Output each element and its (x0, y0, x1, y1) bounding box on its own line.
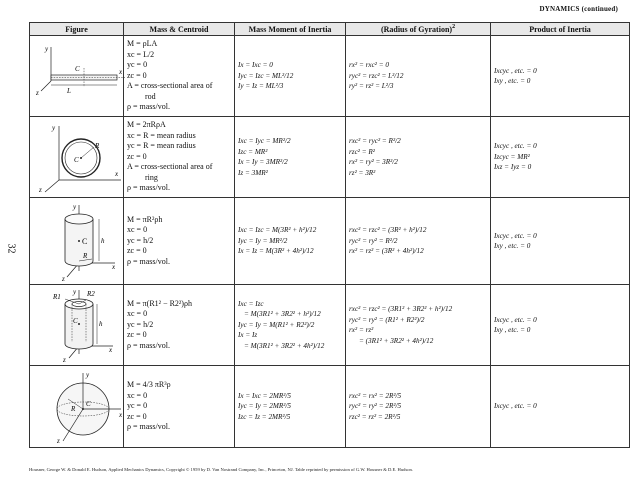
moment-line: Iyc = Iy = 2MR²/5 (238, 402, 291, 411)
product-line: Izcyc = MR² (494, 152, 530, 161)
hollow-cylinder-mass-centroid (124, 285, 235, 366)
product-line: Ixcyc , etc. = 0 (494, 142, 537, 151)
mc-line: xc = 0 (127, 225, 148, 235)
cylinder-label-y: y (73, 203, 77, 211)
mc-line: rod (145, 91, 156, 101)
cylinder-moment-of-inertia (235, 198, 346, 285)
product-line: Ixcyc , etc. = 0 (494, 315, 537, 324)
sphere-label-c: C (86, 400, 91, 408)
radius-line: rxc² = rzc² = (3R1² + 3R2² + h²)/12 (349, 305, 453, 313)
sphere-label-x: x (119, 411, 123, 419)
hollow-cylinder-figure (30, 285, 124, 366)
mc-line: A = cross-sectional area of (127, 81, 213, 91)
header-product-of-inertia: Product of Inertia (491, 23, 630, 36)
cylinder-radius-of-gyration (346, 198, 491, 285)
header-radius-superscript: 2 (452, 24, 456, 30)
mc-line: zc = 0 (127, 411, 147, 421)
moment-line: Ix = Iz (238, 331, 258, 340)
moment-line: Ixc = Izc (238, 299, 264, 308)
rod-label-z: z (36, 89, 39, 97)
mc-line: ρ = mass/vol. (127, 340, 170, 350)
ring-label-y: y (52, 124, 56, 132)
table-row (30, 198, 630, 285)
cylinder-label-h: h (101, 237, 105, 245)
mc-line: ρ = mass/vol. (127, 422, 170, 432)
rod-product-of-inertia (491, 36, 630, 117)
product-line: Ixcyc , etc. = 0 (494, 231, 537, 240)
ring-product-of-inertia (491, 117, 630, 198)
ring-mass-centroid (124, 117, 235, 198)
moment-line: Ix = Ixc = 2MR²/5 (238, 391, 291, 400)
hollow-cylinder-radius-of-gyration (346, 285, 491, 366)
table-row (30, 285, 630, 366)
product-line: Ixy , etc. = 0 (494, 326, 531, 334)
radius-line: rx² = ry² = 3R²/2 (349, 158, 398, 166)
header-radius-of-gyration (346, 23, 491, 36)
ring-radius-of-gyration (346, 117, 491, 198)
mc-line: yc = 0 (127, 60, 148, 70)
mc-line: M = 4/3 πR³ρ (127, 380, 171, 390)
radius-line: rx² = rxc² = 0 (349, 61, 389, 70)
hollow-cylinder-moment-of-inertia (235, 285, 346, 366)
sphere-label-y: y (86, 371, 90, 379)
mc-line: M = π(R1² − R2²)ρh (127, 298, 192, 308)
mc-line: yc = R = mean radius (127, 141, 196, 151)
hollow-cylinder-product-of-inertia (491, 285, 630, 366)
moment-line: Iz = 3MR² (238, 168, 268, 177)
rod-label-c: C (75, 65, 80, 73)
rod-figure (30, 36, 124, 117)
rod-moment-of-inertia (235, 36, 346, 117)
page-header: DYNAMICS (continued) (539, 5, 618, 13)
mc-line: zc = 0 (127, 151, 147, 161)
moment-line: = M(3R1² + 3R2² + 4h²)/12 (244, 341, 325, 350)
hollow-label-r1: R1 (53, 293, 61, 301)
sphere-label-z: z (57, 437, 60, 445)
table-row (30, 117, 630, 198)
mc-line: A = cross-sectional area of (127, 162, 213, 172)
page-number: 32 (5, 243, 17, 254)
product-line: Ixcyc , etc. = 0 (494, 402, 537, 411)
mc-line: xc = L/2 (127, 49, 155, 59)
hollow-label-r2: R2 (87, 290, 95, 298)
radius-line: rxc² = rx² = 2R²/5 (349, 391, 402, 400)
moment-line: Iyc = Izc = ML²/12 (238, 71, 294, 80)
radius-line: rzc² = rz² = 2R²/5 (349, 412, 401, 421)
radius-line: rxc² = rzc² = (3R² + h²)/12 (349, 226, 427, 235)
mc-line: zc = 0 (127, 246, 147, 256)
sphere-product-of-inertia (491, 366, 630, 448)
table-row (30, 36, 630, 117)
moment-line: Izc = Iz = 2MR²/5 (238, 412, 291, 421)
hollow-label-y: y (73, 288, 77, 296)
radius-line: ryc² = ry² = 2R²/5 (349, 402, 402, 411)
moment-line: = M(3R1² + 3R2² + h²)/12 (244, 310, 321, 319)
mc-line: yc = 0 (127, 401, 148, 411)
table-row (30, 366, 630, 448)
mc-line: ρ = mass/vol. (127, 256, 170, 266)
sphere-mass-centroid (124, 366, 235, 448)
sphere-label-r: R (71, 405, 76, 413)
cylinder-mass-centroid (124, 198, 235, 285)
cylinder-label-z: z (62, 275, 65, 283)
mc-line: xc = 0 (127, 309, 148, 319)
radius-line: = (3R1² + 3R2² + 4h²)/12 (359, 336, 434, 345)
radius-line: rx² = rz² = (3R² + 4h²)/12 (349, 247, 424, 256)
mc-line: yc = h/2 (127, 319, 154, 329)
rod-mass-centroid (124, 36, 235, 117)
sphere-radius-of-gyration (346, 366, 491, 448)
cylinder-label-x: x (112, 263, 116, 271)
cylinder-figure (30, 198, 124, 285)
footnote: Housner, George W. & Donald E. Hudson, Applied Mechanics Dynamics, Copyright © 1959 by D. Van Nostrand Company, Inc., Princeton, NJ. Table reprinted by permission of G.W. Housner & D.E. Hudson. (29, 467, 414, 472)
product-line: Ixy , etc. = 0 (494, 242, 531, 250)
inertia-table (29, 22, 630, 448)
header-moment-of-inertia: Mass Moment of Inertia (235, 23, 346, 36)
cylinder-label-r: R (83, 252, 88, 260)
moment-line: Ixc = Izc = M(3R² + h²)/12 (238, 226, 317, 235)
product-line: Ixz = Iyz = 0 (494, 163, 532, 172)
ring-label-z: z (39, 186, 42, 194)
ring-figure (30, 117, 124, 198)
mc-line: yc = h/2 (127, 235, 154, 245)
radius-line: ryc² = rzc² = L²/12 (349, 71, 404, 80)
header-mass-centroid: Mass & Centroid (124, 23, 235, 36)
cylinder-label-c: C (82, 237, 88, 246)
rod-label-l: L (67, 87, 71, 95)
hollow-label-c: C (73, 317, 78, 325)
rod-label-x: x (119, 68, 123, 76)
mc-line: ring (145, 172, 158, 182)
radius-line: rzc² = R² (349, 147, 375, 156)
mc-line: ρ = mass/vol. (127, 102, 170, 112)
moment-line: Iy = Iz = ML²/3 (238, 82, 284, 91)
ring-label-c: C (74, 156, 79, 164)
table-header-row (30, 23, 630, 36)
mc-line: M = πR²ρh (127, 214, 163, 224)
moment-line: Ixc = Iyc = MR²/2 (238, 137, 291, 145)
header-radius-label: (Radius of Gyration) (380, 25, 453, 34)
mc-line: M = ρLA (127, 39, 158, 49)
mc-line: zc = 0 (127, 70, 147, 80)
sphere-moment-of-inertia (235, 366, 346, 448)
mc-line: ρ = mass/vol. (127, 183, 170, 193)
moment-line: Ix = Ixc = 0 (238, 61, 273, 70)
mc-line: xc = R = mean radius (127, 130, 196, 140)
radius-line: ryc² = ry² = (R1² + R2²)/2 (349, 315, 425, 324)
radius-line: ryc² = ry² = R²/2 (349, 236, 398, 245)
product-line: Ixy , etc. = 0 (494, 77, 531, 85)
ring-label-r: R (95, 142, 100, 150)
mc-line: M = 2πRρA (127, 120, 166, 130)
moment-line: Ix = Iz = M(3R² + 4h²)/12 (238, 247, 314, 256)
radius-line: rx² = rz² (349, 326, 374, 334)
hollow-label-h: h (99, 320, 103, 328)
header-figure: Figure (30, 23, 124, 36)
hollow-label-x: x (109, 346, 113, 354)
cylinder-product-of-inertia (491, 198, 630, 285)
rod-label-y: y (45, 45, 49, 53)
moment-line: Izc = MR² (238, 147, 268, 156)
ring-moment-of-inertia (235, 117, 346, 198)
radius-line: ry² = rz² = L²/3 (349, 82, 394, 91)
rod-radius-of-gyration (346, 36, 491, 117)
mc-line: xc = 0 (127, 390, 148, 400)
moment-line: Iyc = Iy = MR²/2 (238, 236, 288, 245)
mc-line: zc = 0 (127, 330, 147, 340)
ring-label-x: x (115, 170, 119, 178)
moment-line: Ix = Iy = 3MR²/2 (238, 158, 288, 166)
radius-line: rz² = 3R² (349, 168, 376, 177)
sphere-figure (30, 366, 124, 448)
radius-line: rxc² = ryc² = R²/2 (349, 137, 401, 145)
hollow-label-z: z (63, 356, 66, 364)
moment-line: Iyc = Iy = M(R1² + R2²)/2 (238, 320, 315, 329)
product-line: Ixcyc , etc. = 0 (494, 66, 537, 75)
